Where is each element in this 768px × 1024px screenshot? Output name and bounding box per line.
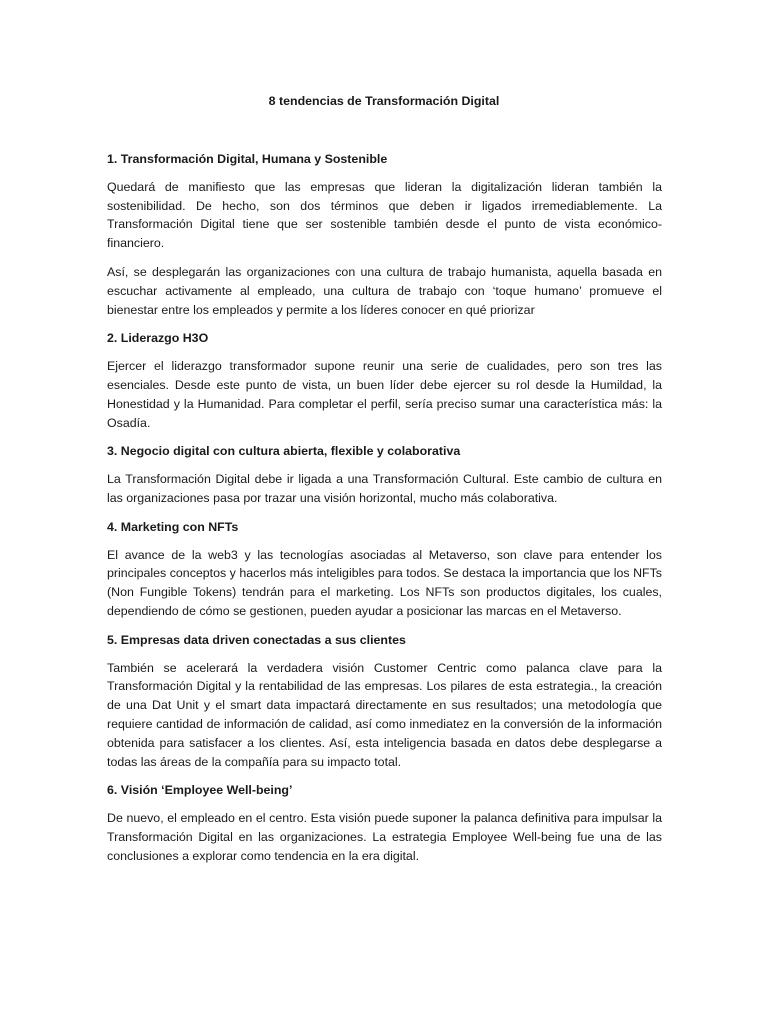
- section-heading: 3. Negocio digital con cultura abierta, flexible y colaborativa: [107, 444, 461, 459]
- section-1: [107, 150, 662, 319]
- section-heading: 4. Marketing con NFTs: [107, 519, 239, 534]
- section-4: [107, 518, 662, 621]
- section-heading: 1. Transformación Digital, Humana y Sostenible: [107, 152, 388, 166]
- paragraph: El avance de la web3 y las tecnologías asociadas al Metaverso, son clave para entender los principales conceptos y hacerlos más inteligibles para todos. Se destaca la importancia que los NFTs (Non Fungible Tokens) tendrán para el marketing. Los NFTs son productos digitales, los cuales, dependiendo de cómo se gestionen, pueden ayudar a posicionar las marcas en el Metaverso.: [107, 547, 662, 618]
- document-title: 8 tendencias de Transformación Digital: [268, 94, 500, 108]
- section-2: [107, 329, 662, 432]
- section-heading: 5. Empresas data driven conectadas a sus clientes: [107, 632, 406, 647]
- paragraph: Ejercer el liderazgo transformador supone reunir una serie de cualidades, pero son tres las esenciales. Desde este punto de vista, un buen líder debe ejercer su rol desde la Humildad, la Honestidad y la Humanidad. Para completar el perfil, sería preciso sumar una característica más: la Osadía.: [107, 359, 662, 430]
- section-6: [107, 781, 662, 865]
- section-heading: 6. Visión ‘Employee Well-being’: [107, 783, 293, 798]
- paragraph: Así, se desplegarán las organizaciones con una cultura de trabajo humanista, aquella basada en escuchar activamente al empleado, una cultura de trabajo con ‘toque humano’ promueve el bienestar entre los empleados y permite a los líderes conocer en qué priorizar: [107, 264, 662, 317]
- section-3: [107, 442, 662, 507]
- paragraph: También se acelerará la verdadera visión Customer Centric como palanca clave para la Transformación Digital y la rentabilidad de las empresas. Los pilares de esta estrategia., la creación de una Dat Unit y el smart data impactará directamente en sus resultados; una metodología que requiere cantidad de información de calidad, así como inmediatez en la conversión de la información obtenida para satisfacer a los clientes. Así, esta inteligencia basada en datos debe desplegarse a todas las áreas de la compañía para su impacto total.: [107, 660, 662, 769]
- document-body: [107, 150, 662, 876]
- paragraph: Quedará de manifiesto que las empresas que lideran la digitalización lideran también la sostenibilidad. De hecho, son dos términos que deben ir ligados irremediablemente. La Transformación Digital tiene que ser sostenible también desde el punto de vista económico-financiero.: [107, 179, 662, 251]
- section-heading: 2. Liderazgo H3O: [107, 331, 209, 346]
- paragraph: La Transformación Digital debe ir ligada a una Transformación Cultural. Este cambio de cultura en las organizaciones pasa por trazar una visión horizontal, mucho más colaborativa.: [107, 472, 662, 505]
- paragraph: De nuevo, el empleado en el centro. Esta visión puede suponer la palanca definitiva para impulsar la Transformación Digital en las organizaciones. La estrategia Employee Well-being fue una de las conclusiones a explorar como tendencia en la era digital.: [107, 811, 662, 863]
- section-5: [107, 631, 662, 772]
